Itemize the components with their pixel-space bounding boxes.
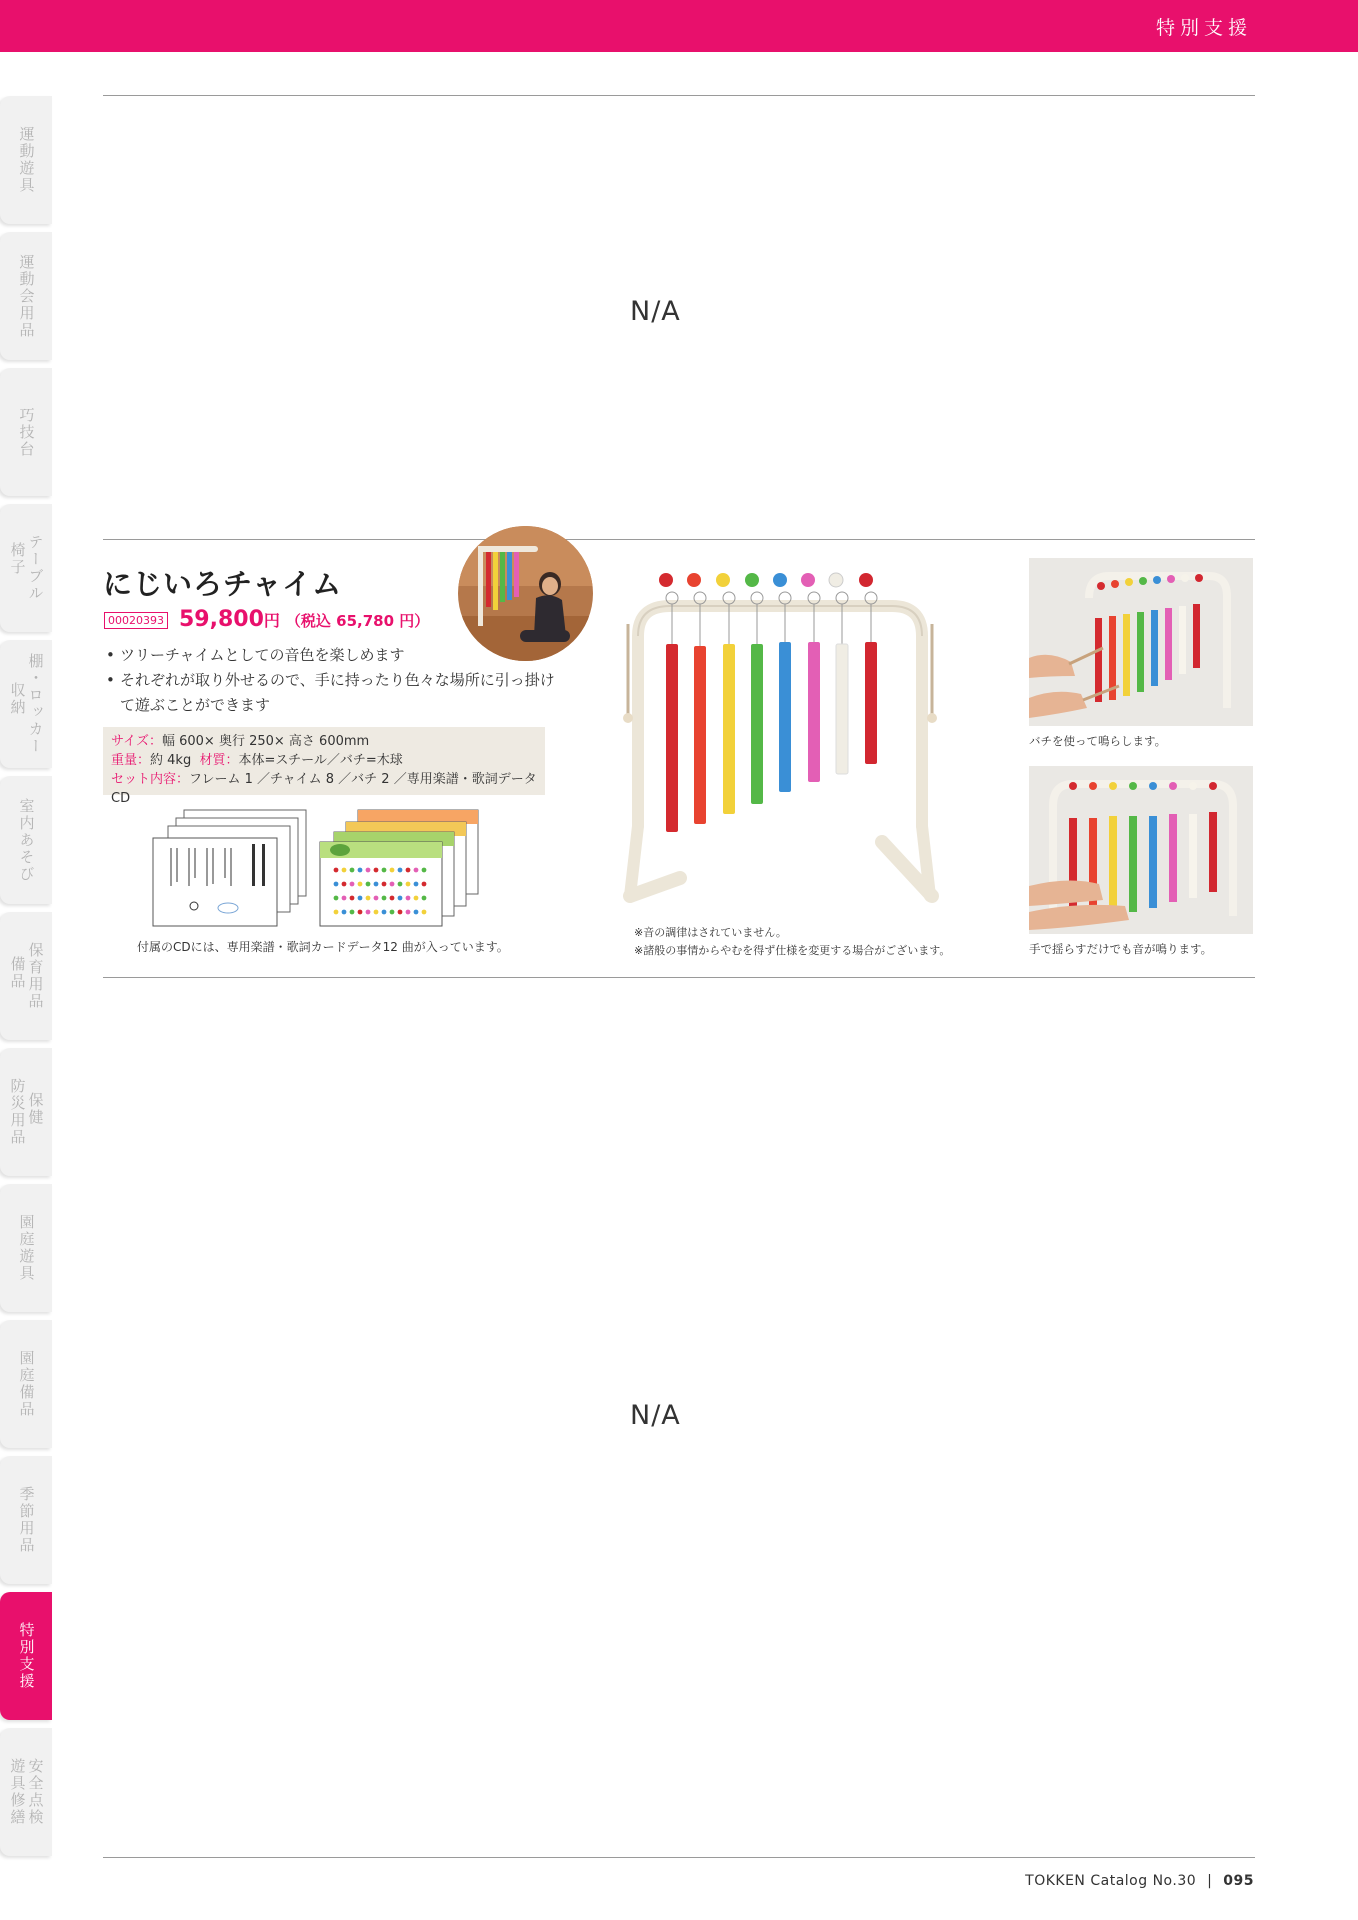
- image-placeholder-top: N/A: [630, 296, 681, 327]
- tab-label: 園庭遊具: [17, 1214, 36, 1282]
- price: [179, 607, 429, 632]
- tab-label: 保健: [26, 1092, 45, 1126]
- product-title: にじいろチャイム: [103, 567, 343, 601]
- tab-label: 椅子: [8, 542, 27, 576]
- tab-special-support[interactable]: [0, 1592, 52, 1720]
- tax-included-price: （税込 65,780 円）: [285, 612, 430, 630]
- note-spec-change: ※諸般の事情からやむを得ず仕様を変更する場合がございます。: [634, 944, 951, 957]
- tab-playground-equipment[interactable]: [0, 1184, 52, 1312]
- header-bar: [0, 0, 1358, 52]
- tab-label: 保育用品: [26, 942, 45, 1010]
- tab-label: 運動遊具: [17, 126, 36, 194]
- tab-label: 備品: [8, 956, 27, 990]
- tab-label: 収納: [8, 682, 27, 716]
- feature-list: [106, 643, 556, 718]
- divider: [103, 95, 1255, 96]
- tab-shelves-storage[interactable]: [0, 640, 52, 768]
- mallet-playing-photo: [1029, 558, 1253, 726]
- photo-caption-hand: 手で揺らすだけでも音が鳴ります。: [1029, 942, 1213, 956]
- tab-label: 運動会用品: [17, 253, 36, 339]
- spec-weight-label: 重量：: [111, 753, 151, 768]
- tab-tables-chairs[interactable]: [0, 504, 52, 632]
- tab-sports-equipment[interactable]: [0, 96, 52, 224]
- tab-label: テーブル: [26, 534, 45, 602]
- hand-swaying-photo: [1029, 766, 1253, 934]
- spec-material-value: 本体=スチール／バチ=木球: [238, 753, 403, 768]
- tab-label: 棚・ロッカー: [26, 653, 45, 755]
- tab-indoor-play[interactable]: [0, 776, 52, 904]
- tab-skill-platform[interactable]: [0, 368, 52, 496]
- image-placeholder-bottom: N/A: [630, 1400, 681, 1431]
- divider: [103, 1857, 1255, 1858]
- tab-childcare-goods[interactable]: [0, 912, 52, 1040]
- tab-label: 巧技台: [17, 406, 36, 458]
- cd-caption: 付属のCDには、専用楽譜・歌詞カードデータ12 曲が入っています。: [137, 940, 509, 954]
- product-code: 00020393: [104, 612, 168, 629]
- sheet-music-illustration: [150, 808, 480, 928]
- footer: [1025, 1873, 1254, 1889]
- tab-label: 特別支援: [17, 1622, 36, 1690]
- feature-item: • それぞれが取り外せるので、手に持ったり色々な場所に引っ掛けて遊ぶことができます: [106, 668, 556, 718]
- tab-label: 園庭備品: [17, 1350, 36, 1418]
- tab-health-disaster[interactable]: [0, 1048, 52, 1176]
- note-tuning: ※音の調律はされていません。: [634, 926, 787, 939]
- tab-seasonal-goods[interactable]: [0, 1456, 52, 1584]
- catalog-name: TOKKEN Catalog No.30: [1025, 1873, 1197, 1889]
- footer-separator: |: [1207, 1873, 1213, 1889]
- feature-item: • ツリーチャイムとしての音色を楽しめます: [106, 643, 556, 668]
- divider: [103, 539, 1255, 540]
- section-title: 特別支援: [1155, 17, 1252, 39]
- price-unit: 円: [263, 611, 280, 630]
- spec-size-label: サイズ：: [111, 734, 162, 749]
- photo-caption-mallet: バチを使って鳴らします。: [1029, 734, 1167, 748]
- tab-sports-day-goods[interactable]: [0, 232, 52, 360]
- tab-playground-fixtures[interactable]: [0, 1320, 52, 1448]
- tab-label: 室内あそび: [17, 797, 36, 883]
- divider: [103, 977, 1255, 978]
- tab-label: 季節用品: [17, 1486, 36, 1554]
- tab-label: 安全点検: [26, 1758, 45, 1826]
- spec-set-label: セット内容：: [111, 772, 190, 787]
- spec-weight-value: 約 4kg: [150, 753, 192, 768]
- spec-material-label: 材質：: [199, 753, 239, 768]
- tab-safety-inspection[interactable]: [0, 1728, 52, 1856]
- spec-size-value: 幅 600× 奥行 250× 高さ 600mm: [161, 734, 370, 749]
- tab-label: 防災用品: [8, 1078, 27, 1146]
- chime-product-photo: [620, 566, 940, 906]
- child-playing-photo: [458, 526, 593, 661]
- tab-label: 遊具修繕: [8, 1758, 27, 1826]
- price-value: 59,800: [179, 607, 264, 632]
- spec-box: [103, 727, 545, 806]
- page-number: 095: [1223, 1873, 1254, 1889]
- spec-set-value: フレーム 1 ／チャイム 8 ／バチ 2 ／専用楽譜・歌詞データ CD: [111, 772, 537, 806]
